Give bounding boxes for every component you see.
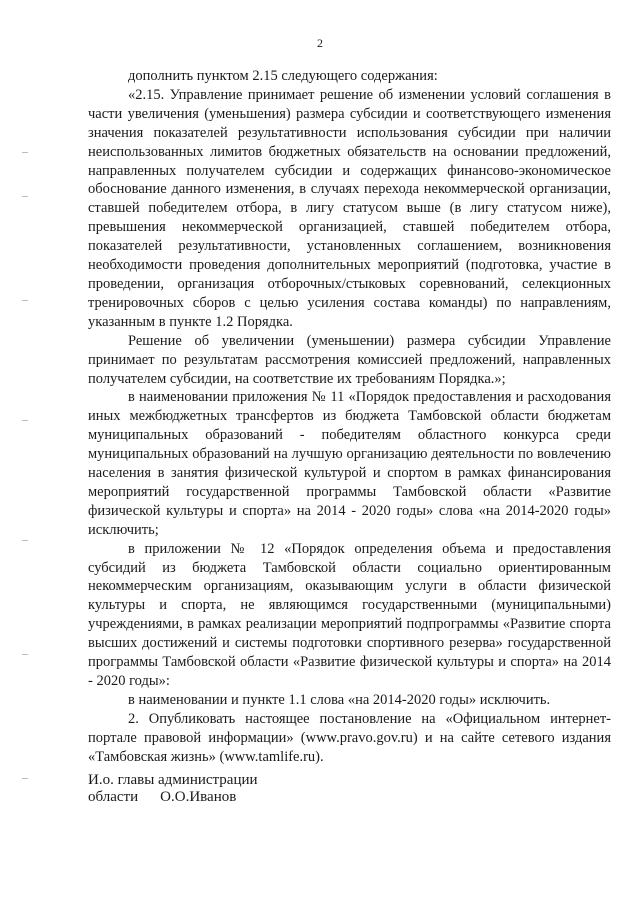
signatory-name: О.О.Иванов: [160, 789, 237, 805]
signature-title-line2: области: [88, 789, 139, 805]
scan-mark: [22, 540, 28, 541]
paragraph-appendix-12: в приложении № 12 «Порядок определения объема и предоставления субсидий из бюджета Тамбовской области социально ориентированным некоммерческим организациям, оказывающим услуги в области физической культуры и спорта, не являющимся государственными (муниципальными) учреждениями, в рамках реализации мероприятий подпрограммы «Развитие спорта высших достижений и системы подготовки спортивного резерва» государственной программы Тамбовской области «Развитие физической культуры и спорта» на 2014 - 2020 годы»:: [88, 540, 611, 689]
scan-mark: [22, 778, 28, 779]
scan-mark: [22, 654, 28, 655]
paragraph-intro: дополнить пунктом 2.15 следующего содержания:: [128, 68, 438, 84]
paragraph-item-2-15: «2.15. Управление принимает решение об изменении условий соглашения в части увеличения (уменьшения) размера субсидии и соответствующего изменения значения показателей результативности использования субсидии при наличии неиспользованных лимитов бюджетных обязательств на основании предложений, направленных получателем субсидии и содержащих финансово-экономическое обоснование данного изменения, в случаях перехода некоммерческой организации, ставшей победителем отбора, в лигу статусом выше (в лигу статусом ниже), превышения некоммерческой организацией, ставшей победителем отбора, показателей результативности, установленных соглашением, возникновения необходимости проведения дополнительных мероприятий (подготовка, участие в проведении, организация отборочных/стыковых соревнований, селекционных тренировочных сборов с целью усиления состава команды) по направлениям, указанным в пункте 1.2 Порядка.: [88, 86, 611, 330]
scan-mark: [22, 152, 28, 153]
signature-block: [88, 772, 258, 806]
page-number: 2: [317, 36, 323, 50]
scan-mark: [22, 420, 28, 421]
scan-mark: [22, 196, 28, 197]
paragraph-exclude: в наименовании и пункте 1.1 слова «на 2014-2020 годы» исключить.: [128, 691, 551, 708]
paragraph-appendix-11: в наименовании приложения № 11 «Порядок предоставления и расходования иных межбюджетных трансфертов из бюджета Тамбовской области бюджетам муниципальных образований - победителям областного конкурса среди муниципальных образований на лучшую организацию деятельности по вовлечению населения в занятия физической культурой и спортом в рамках финансирования мероприятий государственной программы Тамбовской области «Развитие физической культуры и спорта» на 2014 - 2020 годы» слова «на 2014-2020 годы» исключить;: [88, 389, 611, 538]
paragraph-publish: 2. Опубликовать настоящее постановление на «Официальном интернет-портале правовой информации» (www.pravo.gov.ru) и на сайте сетевого издания «Тамбовская жизнь» (www.tamlife.ru).: [88, 710, 611, 765]
document-body: [88, 67, 611, 767]
signature-title-line1: И.о. главы администрации: [88, 772, 258, 788]
scan-mark: [22, 300, 28, 301]
paragraph-decision: Решение об увеличении (уменьшении) размера субсидии Управление принимает по результатам рассмотрения комиссией предложений, направленных получателем субсидии, на соответствие их требованиям Порядка.»;: [88, 332, 611, 387]
signature-line2: [88, 789, 258, 806]
